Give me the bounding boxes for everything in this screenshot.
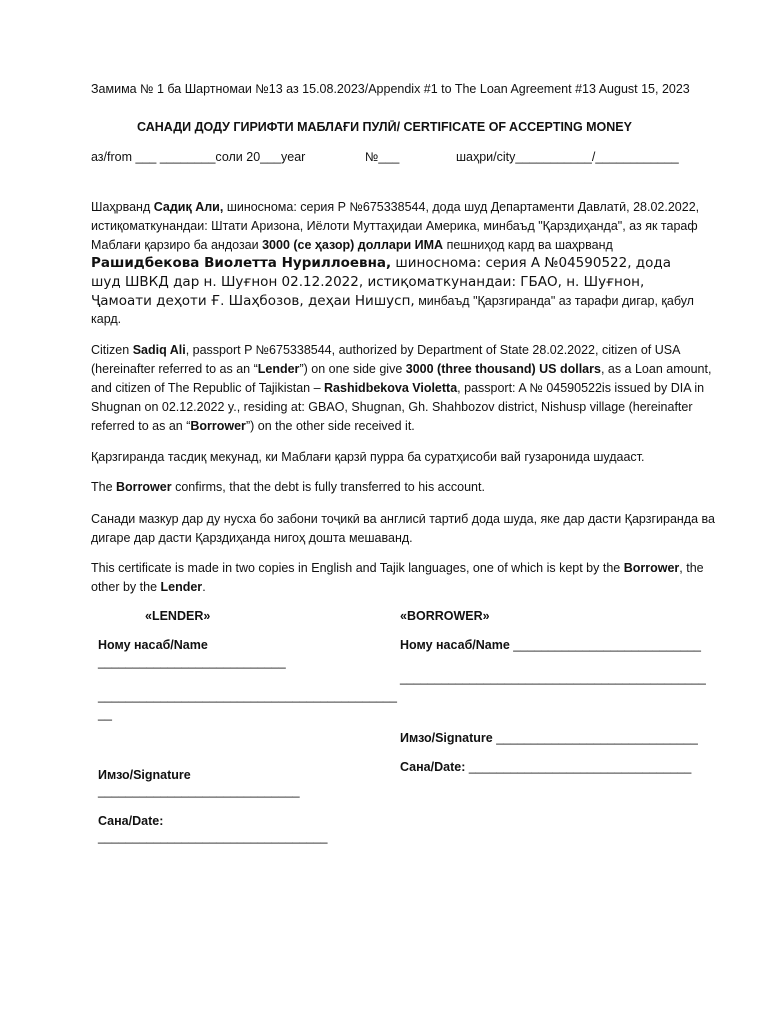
loan-amount-en: 3000 (three thousand) US dollars [405, 362, 601, 376]
lender-signature-line: _____________________________ [98, 784, 300, 798]
lender-name-en: Sadiq Ali [132, 343, 186, 357]
tajik-line-5: шуд ШВКД дар н. Шуғнон 02.12.2022, истиқоматкунандаи: ГБАО, н. Шуғнон, [91, 274, 645, 290]
borrower-name-tj: Рашидбекова Виолетта Нуриллоевна, [91, 255, 392, 271]
copies-english: This certificate is made in two copies in English and Tajik languages, one of which is kept by the Borrower, the other by the Lender. [91, 561, 704, 594]
tajik-line-2: истиқоматкунандаи: Штати Аризона, Иёлоти Муттаҳидаи Америка, минбаъд "Қарздиҳанда", аз як тараф [91, 219, 698, 233]
borrower-name-en: Rashidbekova Violetta [324, 381, 458, 395]
tajik-line-6: Ҷамоати деҳоти Ғ. Шаҳбозов, деҳаи Нишусп, минбаъд "Қарзгиранда" аз тарафи дигар, қабул [91, 293, 694, 309]
english-paragraph: Citizen Sadiq Ali, passport P №675338544, authorized by Department of State 28.02.2022, citizen of USA (hereinafter referred to as an “Lender”) on one side give 3000 (three thousand) US dollars, as a Loan amount, and citizen of The Republic of Tajikistan – Rashidbekova Violetta, passport: A № 04590522is issued by DIA in Shugnan on 02.12.2022 y., residing at: GBAO, Shugnan, Gh. Shahbozov district, Nishusp village (hereinafter referred to as an “Borrower”) on the other side received it. [91, 343, 712, 433]
date-from-field: аз/from ___ ________соли 20___year [91, 150, 306, 164]
lender-heading: «LENDER» [145, 609, 211, 623]
tajik-line-7: кард. [91, 312, 122, 326]
tajik-line-4: Рашидбекова Виолетта Нуриллоевна, шиноснома: серия А №04590522, дода [91, 255, 671, 271]
borrower-date-label: Сана/Date: ________________________________ [400, 760, 692, 774]
borrower-extra-line: ____________________________________________ [400, 671, 706, 685]
confirm-english: The Borrower confirms, that the debt is fully transferred to his account. [91, 480, 485, 494]
borrower-heading: «BORROWER» [400, 609, 490, 623]
lender-date-label: Сана/Date: [98, 814, 164, 828]
number-field: №___ [365, 150, 400, 164]
city-field: шаҳри/city___________/____________ [456, 150, 679, 164]
borrower-name-line: ___________________________ [513, 638, 701, 652]
tajik-line-1: Шаҳрванд Садиқ Али, шиноснома: серия Р №675338544, дода шуд Департаменти Давлатӣ, 28.02.2022, [91, 200, 700, 214]
borrower-signature-line: _____________________________ [496, 731, 698, 745]
lender-signature-label: Имзо/Signature [98, 768, 191, 782]
document-title: САНАДИ ДОДУ ГИРИФТИ МАБЛАҒИ ПУЛӢ/ CERTIFICATE OF ACCEPTING MONEY [137, 120, 632, 134]
borrower-date-line: ________________________________ [468, 760, 692, 774]
copies-tajik: Санади мазкур дар ду нусха бо забони тоҷикӣ ва англисӣ тартиб дода шуда, яке дар дасти Қарзгиранда ва дигаре дар дасти Қарздиҳанда нигоҳ дошта мешаванд. [91, 512, 715, 545]
lender-name-line: ___________________________ [98, 655, 286, 669]
lender-name-tj: Садиқ Али, [153, 200, 224, 214]
header-line: Замима № 1 ба Шартномаи №13 аз 15.08.2023/Appendix #1 to The Loan Agreement #13 August 15, 2023 [91, 82, 690, 96]
borrower-signature-label: Имзо/Signature _____________________________ [400, 731, 698, 745]
confirm-tajik: Қарзгиранда тасдиқ мекунад, ки Маблағи қарзӣ пурра ба суратҳисоби вай гузаронида шудааст. [91, 450, 645, 464]
borrower-name-label: Ному насаб/Name ___________________________ [400, 638, 701, 652]
lender-date-line: _________________________________ [98, 830, 328, 844]
lender-extra-line: ___________________________________________ [98, 689, 397, 703]
tajik-line-3: Маблағи қарзиро ба андозаи 3000 (се ҳазор) доллари ИМА пешниҳод кард ва шаҳрванд [91, 238, 613, 252]
lender-extra-line-tail: __ [98, 707, 112, 721]
lender-name-label: Ному насаб/Name [98, 638, 208, 652]
loan-amount-tj: 3000 (се ҳазор) доллари ИМА [262, 238, 444, 252]
